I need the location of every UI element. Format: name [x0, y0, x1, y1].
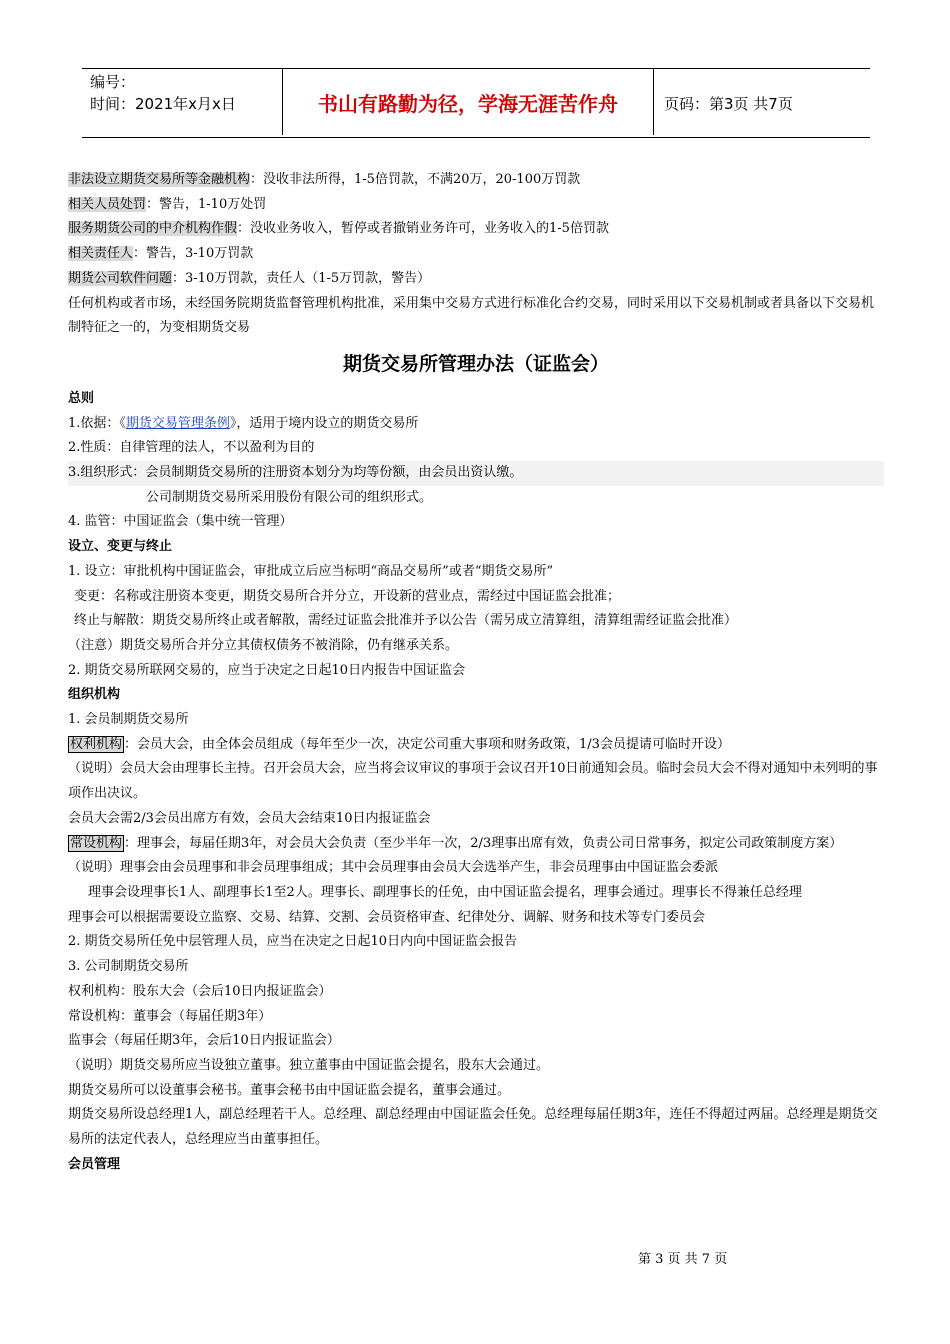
general-nature: 2.性质：自律管理的法人，不以盈利为目的 — [68, 440, 315, 456]
general-supervision: 4. 监管：中国证监会（集中统一管理） — [68, 514, 293, 530]
penalty-line — [68, 267, 884, 292]
penalty-label: 服务期货公司的中介机构作假 — [68, 221, 238, 237]
org-note: （说明）会员大会由理事长主持。召开会员大会，应当将会议审议的事项于会议召开10日前通知会员。临时会员大会不得对通知中未列明的事项作出决议。 — [68, 761, 878, 802]
company-line: 期货交易所可以设董事会秘书。董事会秘书由中国证监会提名，董事会通过。 — [68, 1082, 511, 1098]
company-line: （说明）期货交易所应当设独立董事。独立董事由中国证监会提名，股东大会通过。 — [68, 1057, 550, 1073]
standing-text: ：理事会，每届任期3年，对会员大会负责（至少半年一次，2/3理事出席有效，负责公司日常事务，拟定公司政策制度方案） — [124, 835, 843, 851]
document-body — [68, 168, 884, 1177]
header-left — [90, 71, 236, 115]
penalty-line — [68, 242, 884, 267]
org-line: 3. 公司制期货交易所 — [68, 959, 189, 975]
section-heading-general: 总则 — [68, 390, 95, 406]
basis-prefix: 1.依据：《 — [68, 415, 126, 431]
section-heading-org: 组织机构 — [68, 687, 121, 703]
standing-label: 常设机构 — [70, 835, 123, 851]
penalty-label: 期货公司软件问题 — [68, 270, 173, 286]
org-chair: 理事会设理事长1人、副理事长1至2人。理事长、副理事长的任免，由中国证监会提名，理事会通过。理事长不得兼任总经理 — [88, 884, 802, 900]
basis-suffix: 》，适用于境内设立的期货交易所 — [229, 415, 419, 431]
company-line: 监事会（每届任期3年，会后10日内报证监会） — [68, 1033, 340, 1049]
penalty-text: ：警告，1-10万处罚 — [146, 196, 267, 212]
penalty-text: ：3-10万罚款，责任人（1-5万罚款，警告） — [172, 270, 431, 286]
establish-line: 终止与解散：期货交易所终止或者解散，需经过证监会批准并予以公告（需另成立清算组，清算组需经证监会批准） — [74, 613, 738, 629]
header-number-label: 编号： — [90, 73, 136, 91]
penalty-text: ：没收非法所得，1-5倍罚款，不满20万，20-100万罚款 — [250, 172, 581, 187]
org-standing-line — [68, 832, 884, 857]
establish-line: 1. 设立：审批机构中国证监会，审批成立后应当标明“商品交易所”或者“期货交易所” — [68, 563, 554, 579]
page-header — [82, 68, 870, 138]
company-line: 权利机构：股东大会（会后10日内报证监会） — [68, 983, 332, 999]
org-line: 2. 期货交易所任免中层管理人员，应当在决定之日起10日内向中国证监会报告 — [68, 934, 518, 950]
penalty-line — [68, 217, 884, 242]
penalty-line — [68, 168, 884, 193]
section-heading-establish: 设立、变更与终止 — [68, 539, 173, 555]
general-form-1: 3.组织形式：会员制期货交易所的注册资本划分为均等份额，由会员出资认缴。 — [68, 461, 884, 486]
penalty-text: ：没收业务收入，暂停或者撤销业务许可，业务收入的1-5倍罚款 — [237, 221, 609, 237]
company-line: 常设机构：董事会（每届任期3年） — [68, 1008, 272, 1024]
power-label: 权利机构 — [70, 736, 123, 752]
establish-line: （注意）期货交易所合并分立其债权债务不被消除，仍有继承关系。 — [68, 637, 459, 653]
penalty-label: 相关人员处罚 — [68, 196, 147, 212]
power-text: ：会员大会，由全体会员组成（每年至少一次，决定公司重大事项和财务政策，1/3会员提请可临时开设） — [124, 736, 730, 752]
company-line: 期货交易所设总经理1人，副总经理若干人。总经理、副总经理由中国证监会任免。总经理每届任期3年，连任不得超过两届。总经理是期货交易所的法定代表人，总经理应当由董事担任。 — [68, 1107, 878, 1148]
establish-line: 变更：名称或注册资本变更，期货交易所合并分立，开设新的营业点，需经过中国证监会批准； — [74, 588, 621, 604]
penalty-text: ：警告，3-10万罚款 — [133, 246, 254, 262]
header-motto-cell — [282, 69, 654, 135]
section-heading-member: 会员管理 — [68, 1156, 121, 1172]
org-line: 1. 会员制期货交易所 — [68, 712, 189, 728]
penalty-line — [68, 193, 884, 218]
penalty-label: 非法设立期货交易所等金融机构 — [68, 172, 251, 187]
org-committees: 理事会可以根据需要设立监察、交易、结算、交割、会员资格审查、纪律处分、调解、财务和技术等专门委员会 — [68, 909, 706, 925]
penalty-label: 相关责任人 — [68, 246, 134, 262]
intro-paragraph: 任何机构或者市场，未经国务院期货监督管理机构批准，采用集中交易方式进行标准化合约交易，同时采用以下交易机制或者具备以下交易机制特征之一的，为变相期货交易 — [68, 295, 875, 336]
document-title: 期货交易所管理办法（证监会） — [342, 352, 609, 375]
org-power-line — [68, 733, 884, 758]
header-page-label: 页码：第3页 共7页 — [664, 95, 793, 113]
general-basis — [68, 412, 884, 437]
org-note: （说明）理事会由会员理事和非会员理事组成；其中会员理事由会员大会选举产生，非会员理事由中国证监会委派 — [68, 860, 719, 876]
general-form-2: 公司制期货交易所采用股份有限公司的组织形式。 — [146, 489, 433, 505]
page-footer: 第 3 页 共 7 页 — [638, 1252, 728, 1267]
header-date-label: 时间：2021年x月x日 — [90, 95, 236, 113]
establish-line: 2. 期货交易所联网交易的，应当于决定之日起10日内报告中国证监会 — [68, 662, 466, 678]
header-motto: 书山有路勤为径，学海无涯苦作舟 — [318, 91, 618, 116]
regulation-link[interactable]: 期货交易管理条例 — [125, 415, 230, 431]
org-line: 会员大会需2/3会员出席方有效，会员大会结束10日内报证监会 — [68, 810, 431, 826]
